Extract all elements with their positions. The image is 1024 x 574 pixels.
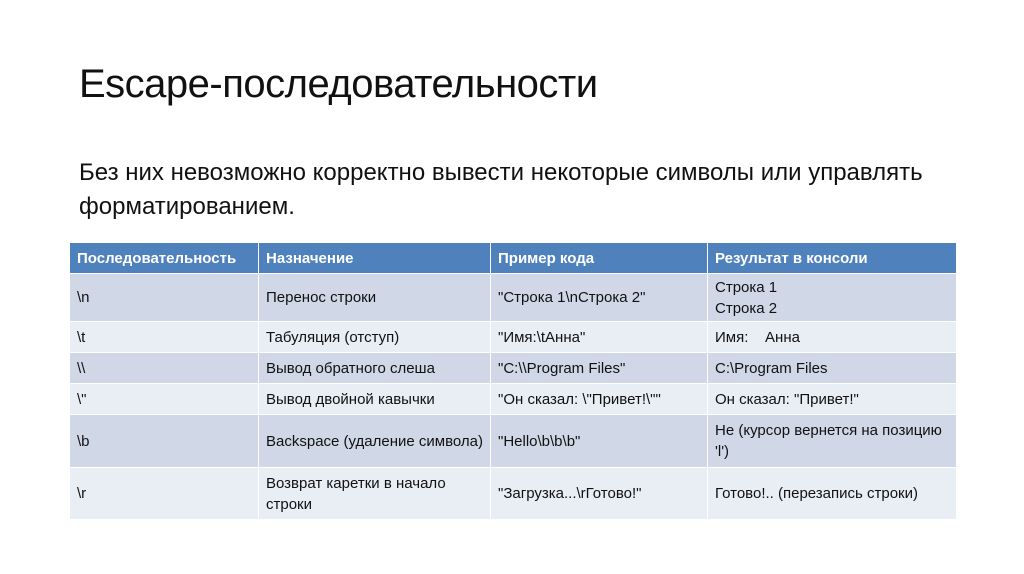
cell-result: Строка 1 Строка 2 [708,274,957,322]
cell-sequence: \" [70,384,259,415]
cell-code: "Hello\b\b\b" [491,415,708,468]
cell-sequence: \b [70,415,259,468]
slide-subtitle: Без них невозможно корректно вывести некоторые символы или управлять форматированием. [79,159,923,220]
cell-code: "C:\\Program Files" [491,353,708,384]
cell-sequence: \r [70,468,259,520]
cell-purpose: Backspace (удаление символа) [259,415,491,468]
cell-purpose: Возврат каретки в начало строки [259,468,491,520]
cell-purpose: Табуляция (отступ) [259,322,491,353]
cell-sequence: \t [70,322,259,353]
cell-purpose: Перенос строки [259,274,491,322]
header-code-example: Пример кода [491,243,708,274]
table-row [70,353,957,384]
cell-purpose: Вывод двойной кавычки [259,384,491,415]
cell-result: C:\Program Files [708,353,957,384]
table-row [70,415,957,468]
table-row [70,384,957,415]
header-console-result: Результат в консоли [708,243,957,274]
header-sequence: Последовательность [70,243,259,274]
cell-code: "Имя:\tАнна" [491,322,708,353]
table-row [70,322,957,353]
cell-result: Готово!.. (перезапись строки) [708,468,957,520]
table-header-row [70,243,957,274]
cell-code: "Он сказал: \"Привет!\"" [491,384,708,415]
table-row [70,468,957,520]
cell-sequence: \n [70,274,259,322]
escape-sequences-table [69,242,957,520]
header-purpose: Назначение [259,243,491,274]
cell-sequence: \\ [70,353,259,384]
cell-code: "Строка 1\nСтрока 2" [491,274,708,322]
cell-result: Он сказал: "Привет!" [708,384,957,415]
cell-code: "Загрузка...\rГотово!" [491,468,708,520]
table-row [70,274,957,322]
slide-title: Escape-последовательности [79,62,598,106]
cell-result: Имя: Анна [708,322,957,353]
cell-result: Не (курсор вернется на позицию 'l') [708,415,957,468]
cell-purpose: Вывод обратного слеша [259,353,491,384]
